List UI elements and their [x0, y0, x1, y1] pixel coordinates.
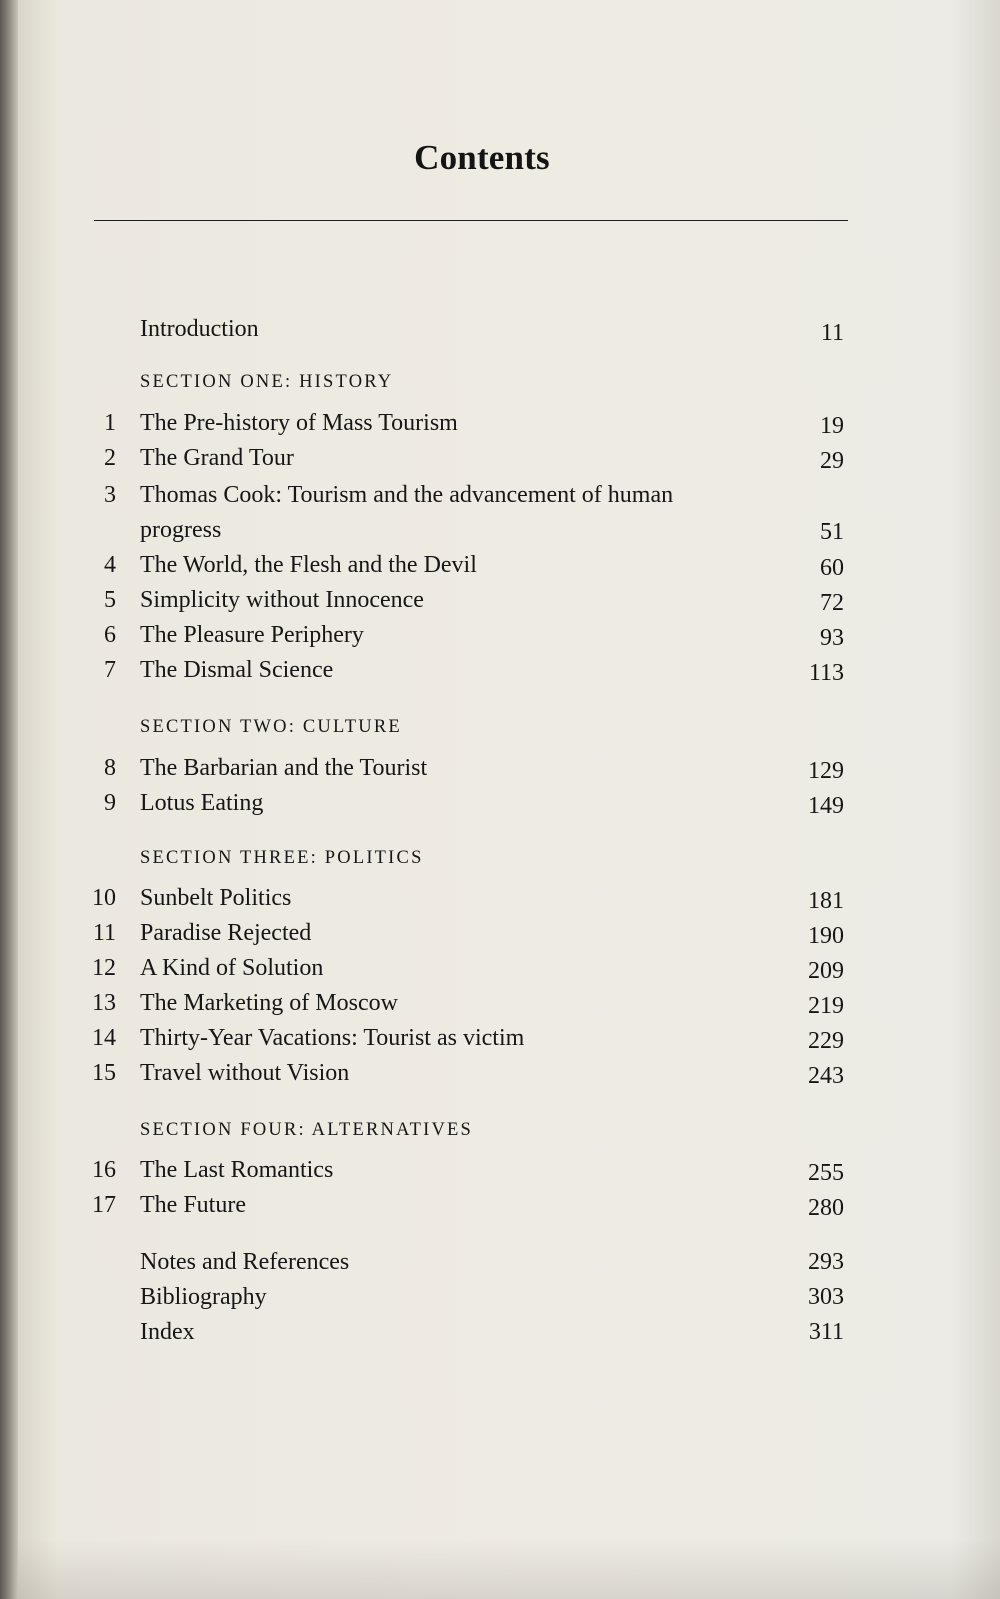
chapter-page: 72: [820, 590, 844, 616]
chapter-number: 17: [92, 1192, 116, 1218]
chapter-number: 13: [92, 990, 116, 1016]
chapter-title: The Last Romantics: [140, 1157, 334, 1183]
toc-chapter-15: [18, 1056, 1000, 1090]
toc-chapter-3: [18, 478, 1000, 550]
toc-entry-title: Introduction: [140, 316, 259, 342]
toc-chapter-4: [18, 548, 1000, 582]
toc-entry-title: Bibliography: [140, 1284, 267, 1310]
chapter-page: 229: [808, 1028, 844, 1054]
chapter-page: 19: [820, 413, 844, 439]
page-bottom-shadow: [18, 1539, 1000, 1599]
section-heading-culture: SECTION TWO: CULTURE: [140, 717, 402, 737]
chapter-title: The Dismal Science: [140, 657, 334, 683]
toc-chapter-14: [18, 1021, 1000, 1055]
chapter-title: The World, the Flesh and the Devil: [140, 552, 477, 578]
toc-chapter-17: [18, 1188, 1000, 1222]
chapter-page: 255: [808, 1160, 844, 1186]
chapter-title: The Marketing of Moscow: [140, 990, 398, 1016]
toc-entry-page: 311: [808, 1319, 844, 1345]
chapter-number: 12: [92, 955, 116, 981]
toc-chapter-12: [18, 951, 1000, 985]
chapter-title: Paradise Rejected: [140, 920, 312, 946]
chapter-number: 10: [92, 885, 116, 911]
chapter-title: Lotus Eating: [140, 790, 264, 816]
chapter-number: 1: [104, 410, 116, 436]
toc-entry-title: Index: [140, 1319, 195, 1345]
chapter-page: 29: [820, 448, 844, 474]
chapter-title: Thirty-Year Vacations: Tourist as victim: [140, 1025, 525, 1051]
chapter-title: The Future: [140, 1192, 246, 1218]
chapter-title: Sunbelt Politics: [140, 885, 292, 911]
section-heading-alternatives: SECTION FOUR: ALTERNATIVES: [140, 1120, 474, 1140]
chapter-number: 15: [92, 1060, 116, 1086]
chapter-page: 243: [808, 1063, 844, 1089]
chapter-number: 11: [92, 920, 116, 946]
chapter-title: Simplicity without Innocence: [140, 587, 424, 613]
toc-entry-page: 293: [808, 1249, 844, 1275]
chapter-title: The Pleasure Periphery: [140, 622, 364, 648]
toc-chapter-7: [18, 653, 1000, 687]
toc-chapter-6: [18, 618, 1000, 652]
toc-entry-notes: [18, 1245, 1000, 1279]
section-heading-politics: SECTION THREE: POLITICS: [140, 848, 424, 868]
chapter-title: The Pre-history of Mass Tourism: [140, 410, 458, 436]
contents-page: [18, 0, 1000, 1599]
chapter-number: 7: [104, 657, 116, 683]
toc-entry-page: 11: [820, 320, 844, 346]
chapter-title: A Kind of Solution: [140, 955, 324, 981]
toc-entry-bibliography: [18, 1280, 1000, 1314]
section-heading-history: SECTION ONE: HISTORY: [140, 372, 394, 392]
chapter-number: 14: [92, 1025, 116, 1051]
chapter-page: 51: [820, 519, 844, 545]
title-rule: [94, 220, 848, 221]
chapter-page: 60: [820, 555, 844, 581]
chapter-page: 181: [808, 888, 844, 914]
toc-chapter-5: [18, 583, 1000, 617]
toc-entry-introduction: [18, 312, 1000, 346]
chapter-page: 219: [808, 993, 844, 1019]
chapter-page: 190: [808, 923, 844, 949]
toc-chapter-2: [18, 441, 1000, 475]
chapter-page: 129: [808, 758, 844, 784]
toc-entry-title: Notes and References: [140, 1249, 350, 1275]
toc-chapter-16: [18, 1153, 1000, 1187]
chapter-number: 16: [92, 1157, 116, 1183]
book-gutter-edge: [0, 0, 18, 1599]
chapter-title: Thomas Cook: Tourism and the advancement of human: [140, 482, 674, 508]
toc-chapter-9: [18, 786, 1000, 820]
chapter-title: The Grand Tour: [140, 445, 294, 471]
chapter-number: 9: [104, 790, 116, 816]
toc-chapter-1: [18, 406, 1000, 440]
toc-chapter-13: [18, 986, 1000, 1020]
chapter-number: 2: [104, 445, 116, 471]
toc-chapter-8: [18, 751, 1000, 785]
toc-entry-page: 303: [808, 1284, 844, 1310]
toc-entry-index: [18, 1315, 1000, 1349]
chapter-page: 149: [808, 793, 844, 819]
chapter-page: 280: [808, 1195, 844, 1221]
chapter-number: 6: [104, 622, 116, 648]
chapter-page: 209: [808, 958, 844, 984]
chapter-number: 5: [104, 587, 116, 613]
chapter-number: 4: [104, 552, 116, 578]
chapter-page: 93: [820, 625, 844, 651]
page-title: Contents: [414, 138, 550, 177]
chapter-number: 8: [104, 755, 116, 781]
chapter-title: Travel without Vision: [140, 1060, 350, 1086]
chapter-page: 113: [808, 660, 844, 686]
chapter-title: The Barbarian and the Tourist: [140, 755, 428, 781]
toc-chapter-11: [18, 916, 1000, 950]
toc-chapter-10: [18, 881, 1000, 915]
chapter-title-continued: progress: [140, 517, 222, 543]
chapter-number: 3: [104, 482, 116, 508]
